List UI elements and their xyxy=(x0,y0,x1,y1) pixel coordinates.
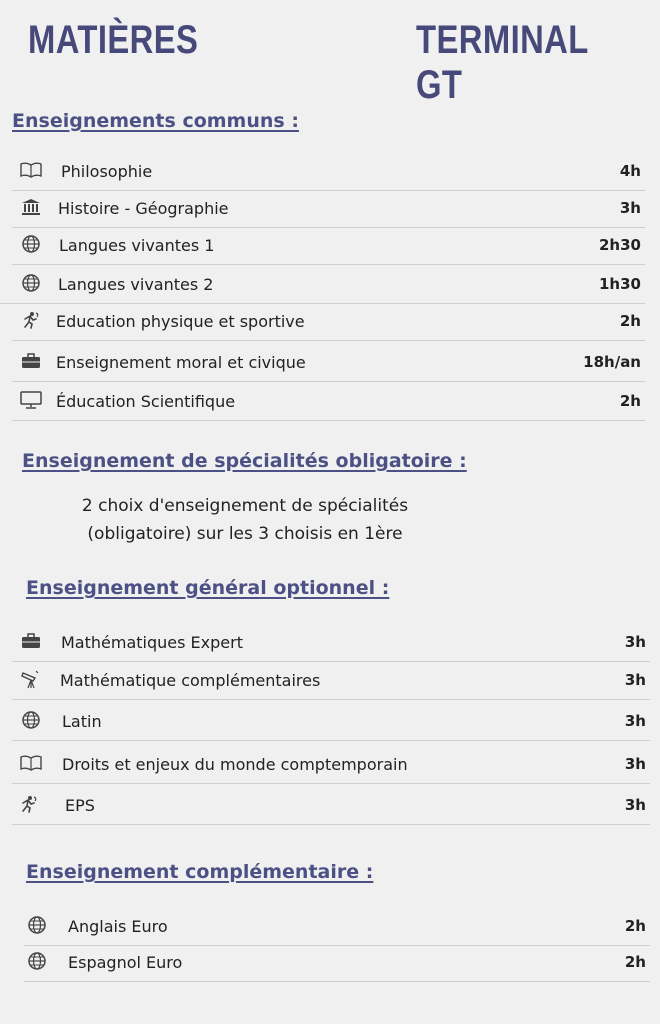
subject-label: Langues vivantes 1 xyxy=(59,236,215,255)
subject-row xyxy=(24,909,650,946)
page-title: MATIÈRES xyxy=(28,18,199,62)
subject-label: Enseignement moral et civique xyxy=(56,353,306,372)
subject-label: Mathématique complémentaires xyxy=(60,671,321,690)
section-title-complementary: Enseignement complémentaire : xyxy=(26,861,374,883)
subject-label: Latin xyxy=(62,712,102,731)
subject-label: Éducation Scientifique xyxy=(56,392,236,411)
running-icon xyxy=(20,311,42,329)
subject-row xyxy=(12,625,650,662)
subject-hours: 2h xyxy=(624,917,646,935)
subject-row xyxy=(12,747,650,784)
globe-icon xyxy=(20,711,42,729)
subject-label: EPS xyxy=(65,796,95,815)
section-title-common: Enseignements communs : xyxy=(12,110,299,132)
class-title: TERMINAL GT xyxy=(416,18,589,107)
subject-hours: 2h30 xyxy=(599,236,641,254)
subject-hours: 2h xyxy=(619,392,641,410)
subject-label: Education physique et sportive xyxy=(56,312,305,331)
subject-label: Droits et enjeux du monde comptemporain xyxy=(62,755,408,774)
book-icon xyxy=(20,161,42,179)
subject-hours: 2h xyxy=(624,953,646,971)
subject-hours: 3h xyxy=(624,712,646,730)
subject-row xyxy=(12,704,650,741)
subject-label: Histoire - Géographie xyxy=(58,199,229,218)
subject-row xyxy=(12,191,645,228)
subject-hours: 3h xyxy=(624,633,646,651)
subject-row xyxy=(12,788,650,825)
subject-hours: 3h xyxy=(619,199,641,217)
subject-label: Mathématiques Expert xyxy=(61,633,243,652)
subject-row xyxy=(12,345,645,382)
briefcase-icon xyxy=(20,352,42,370)
subject-row xyxy=(0,267,645,304)
subject-hours: 2h xyxy=(619,312,641,330)
specialty-note-line: (obligatoire) sur les 3 choisis en 1ère xyxy=(87,524,403,544)
subject-row xyxy=(12,228,645,265)
institution-icon xyxy=(20,198,42,216)
globe-icon xyxy=(26,916,48,934)
monitor-icon xyxy=(20,391,42,409)
briefcase-icon xyxy=(20,632,42,650)
running-icon xyxy=(18,795,40,813)
specialty-note-line: 2 choix d'enseignement de spécialités xyxy=(81,496,409,516)
globe-icon xyxy=(20,235,42,253)
section-title-specialty: Enseignement de spécialités obligatoire : xyxy=(22,450,467,472)
subject-hours: 3h xyxy=(624,796,646,814)
subject-row xyxy=(12,304,645,341)
subject-hours: 18h/an xyxy=(583,353,641,371)
specialty-note xyxy=(60,492,430,548)
subject-hours: 4h xyxy=(619,162,641,180)
subject-label: Anglais Euro xyxy=(68,917,168,936)
subject-row xyxy=(12,154,645,191)
telescope-icon xyxy=(20,670,42,688)
globe-icon xyxy=(20,274,42,292)
subject-row xyxy=(12,663,650,700)
subject-label: Langues vivantes 2 xyxy=(58,275,214,294)
subject-label: Philosophie xyxy=(61,162,153,181)
section-title-optional: Enseignement général optionnel : xyxy=(26,577,390,599)
subject-row xyxy=(12,384,645,421)
subject-hours: 3h xyxy=(624,755,646,773)
subject-hours: 3h xyxy=(624,671,646,689)
subject-label: Espagnol Euro xyxy=(68,953,183,972)
subject-hours: 1h30 xyxy=(599,275,641,293)
book-icon xyxy=(20,754,42,772)
subject-row xyxy=(24,945,650,982)
globe-icon xyxy=(26,952,48,970)
